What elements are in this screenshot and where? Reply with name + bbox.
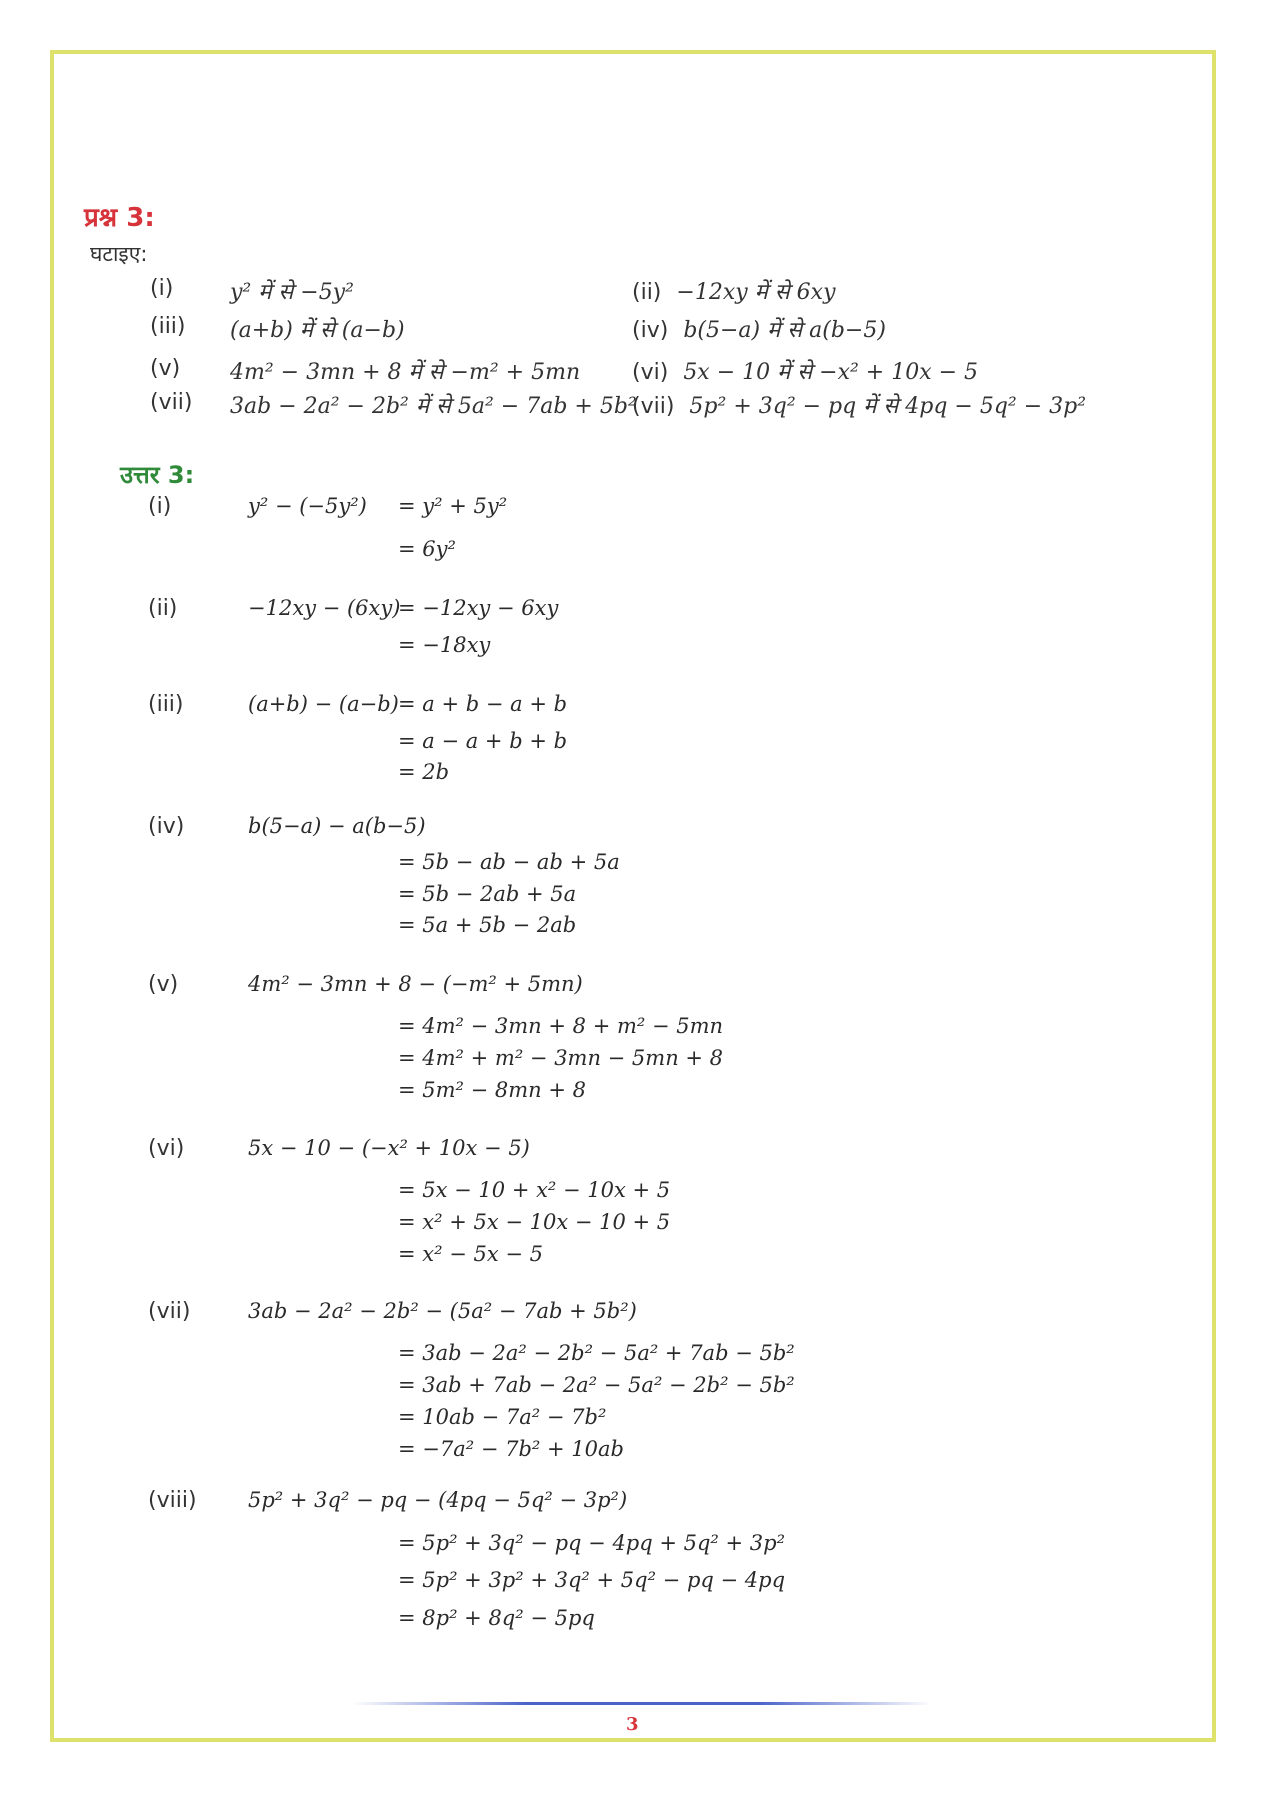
answer-step: = 5p² + 3q² − pq − 4pq + 5q² + 3p² (398, 1531, 786, 1555)
question-item-expr: b(5−a) में से a(b−5) (683, 318, 886, 343)
question-item (632, 276, 836, 306)
answer-step: = 3ab − 2a² − 2b² − 5a² + 7ab − 5b² (398, 1341, 795, 1365)
question-item-label: (ii) (632, 280, 662, 305)
answer-expression: 5p² + 3q² − pq − (4pq − 5q² − 3p²) (248, 1488, 628, 1512)
answer-step: = 5a + 5b − 2ab (398, 913, 577, 937)
question-item-expr: 3ab − 2a² − 2b² में से 5a² − 7ab + 5b² (230, 394, 637, 419)
answer-step: = x² + 5x − 10x − 10 + 5 (398, 1210, 671, 1234)
question-item-label: (i) (150, 276, 174, 301)
answer-step: = 4m² + m² − 3mn − 5mn + 8 (398, 1046, 724, 1070)
question-item-expr: 5p² + 3q² − pq में से 4pq − 5q² − 3p² (689, 394, 1087, 419)
answer-label: (iii) (148, 692, 184, 717)
answer-expression: 4m² − 3mn + 8 − (−m² + 5mn) (248, 972, 583, 996)
answer-step: = 5p² + 3p² + 3q² + 5q² − pq − 4pq (398, 1568, 786, 1592)
answer-step: = 5b − ab − ab + 5a (398, 850, 620, 874)
footer-divider (352, 1702, 932, 1705)
answer-step: = x² − 5x − 5 (398, 1242, 543, 1266)
answer-label: (viii) (148, 1488, 197, 1513)
page-number: 3 (626, 1714, 639, 1735)
answer-step: = 5m² − 8mn + 8 (398, 1078, 587, 1102)
answer-label: (vii) (148, 1299, 191, 1324)
answer-heading: उत्तर 3: (120, 461, 195, 489)
question-item-expr: (a+b) में से (a−b) (230, 318, 405, 343)
answer-label: (v) (148, 972, 179, 997)
question-instruction: घटाइए: (90, 242, 148, 266)
question-item-label: (iii) (150, 314, 186, 339)
answer-expression: y² − (−5y²) (248, 494, 367, 518)
answer-step: = 6y² (398, 537, 456, 561)
answer-expression: −12xy − (6xy) (248, 596, 401, 620)
answer-expression: 3ab − 2a² − 2b² − (5a² − 7ab + 5b²) (248, 1299, 637, 1323)
answer-expression: 5x − 10 − (−x² + 10x − 5) (248, 1136, 530, 1160)
answer-expression: b(5−a) − a(b−5) (248, 814, 426, 838)
question-item-label: (v) (150, 356, 181, 381)
answer-step: = −7a² − 7b² + 10ab (398, 1437, 624, 1461)
question-item-expr: 4m² − 3mn + 8 में से −m² + 5mn (230, 360, 581, 385)
question-item-expr: −12xy में से 6xy (676, 280, 836, 305)
answer-label: (ii) (148, 596, 178, 621)
answer-step: = a + b − a + b (398, 692, 568, 716)
answer-step: = a − a + b + b (398, 729, 568, 753)
question-item-expr: 5x − 10 में से −x² + 10x − 5 (683, 360, 979, 385)
answer-step: = 8p² + 8q² − 5pq (398, 1606, 595, 1630)
answer-step: = −12xy − 6xy (398, 596, 559, 620)
question-item (632, 390, 1086, 420)
question-heading: प्रश्न 3: (84, 203, 155, 233)
answer-expression: (a+b) − (a−b) (248, 692, 399, 716)
answer-step: = 10ab − 7a² − 7b² (398, 1405, 607, 1429)
answer-step: = 2b (398, 760, 450, 784)
answer-step: = −18xy (398, 633, 491, 657)
question-item-label: (vii) (632, 394, 675, 419)
answer-step: = 5x − 10 + x² − 10x + 5 (398, 1178, 671, 1202)
answer-step: = 3ab + 7ab − 2a² − 5a² − 2b² − 5b² (398, 1373, 795, 1397)
question-item (632, 356, 978, 386)
question-item (632, 314, 886, 344)
question-item-label: (vi) (632, 360, 669, 385)
answer-step: = 5b − 2ab + 5a (398, 882, 577, 906)
answer-step: = y² + 5y² (398, 494, 508, 518)
answer-label: (vi) (148, 1136, 185, 1161)
answer-label: (i) (148, 494, 172, 519)
question-item-label: (vii) (150, 390, 193, 415)
answer-step: = 4m² − 3mn + 8 + m² − 5mn (398, 1014, 724, 1038)
answer-label: (iv) (148, 814, 185, 839)
question-item-label: (iv) (632, 318, 669, 343)
question-item-expr: y² में से −5y² (230, 280, 354, 305)
